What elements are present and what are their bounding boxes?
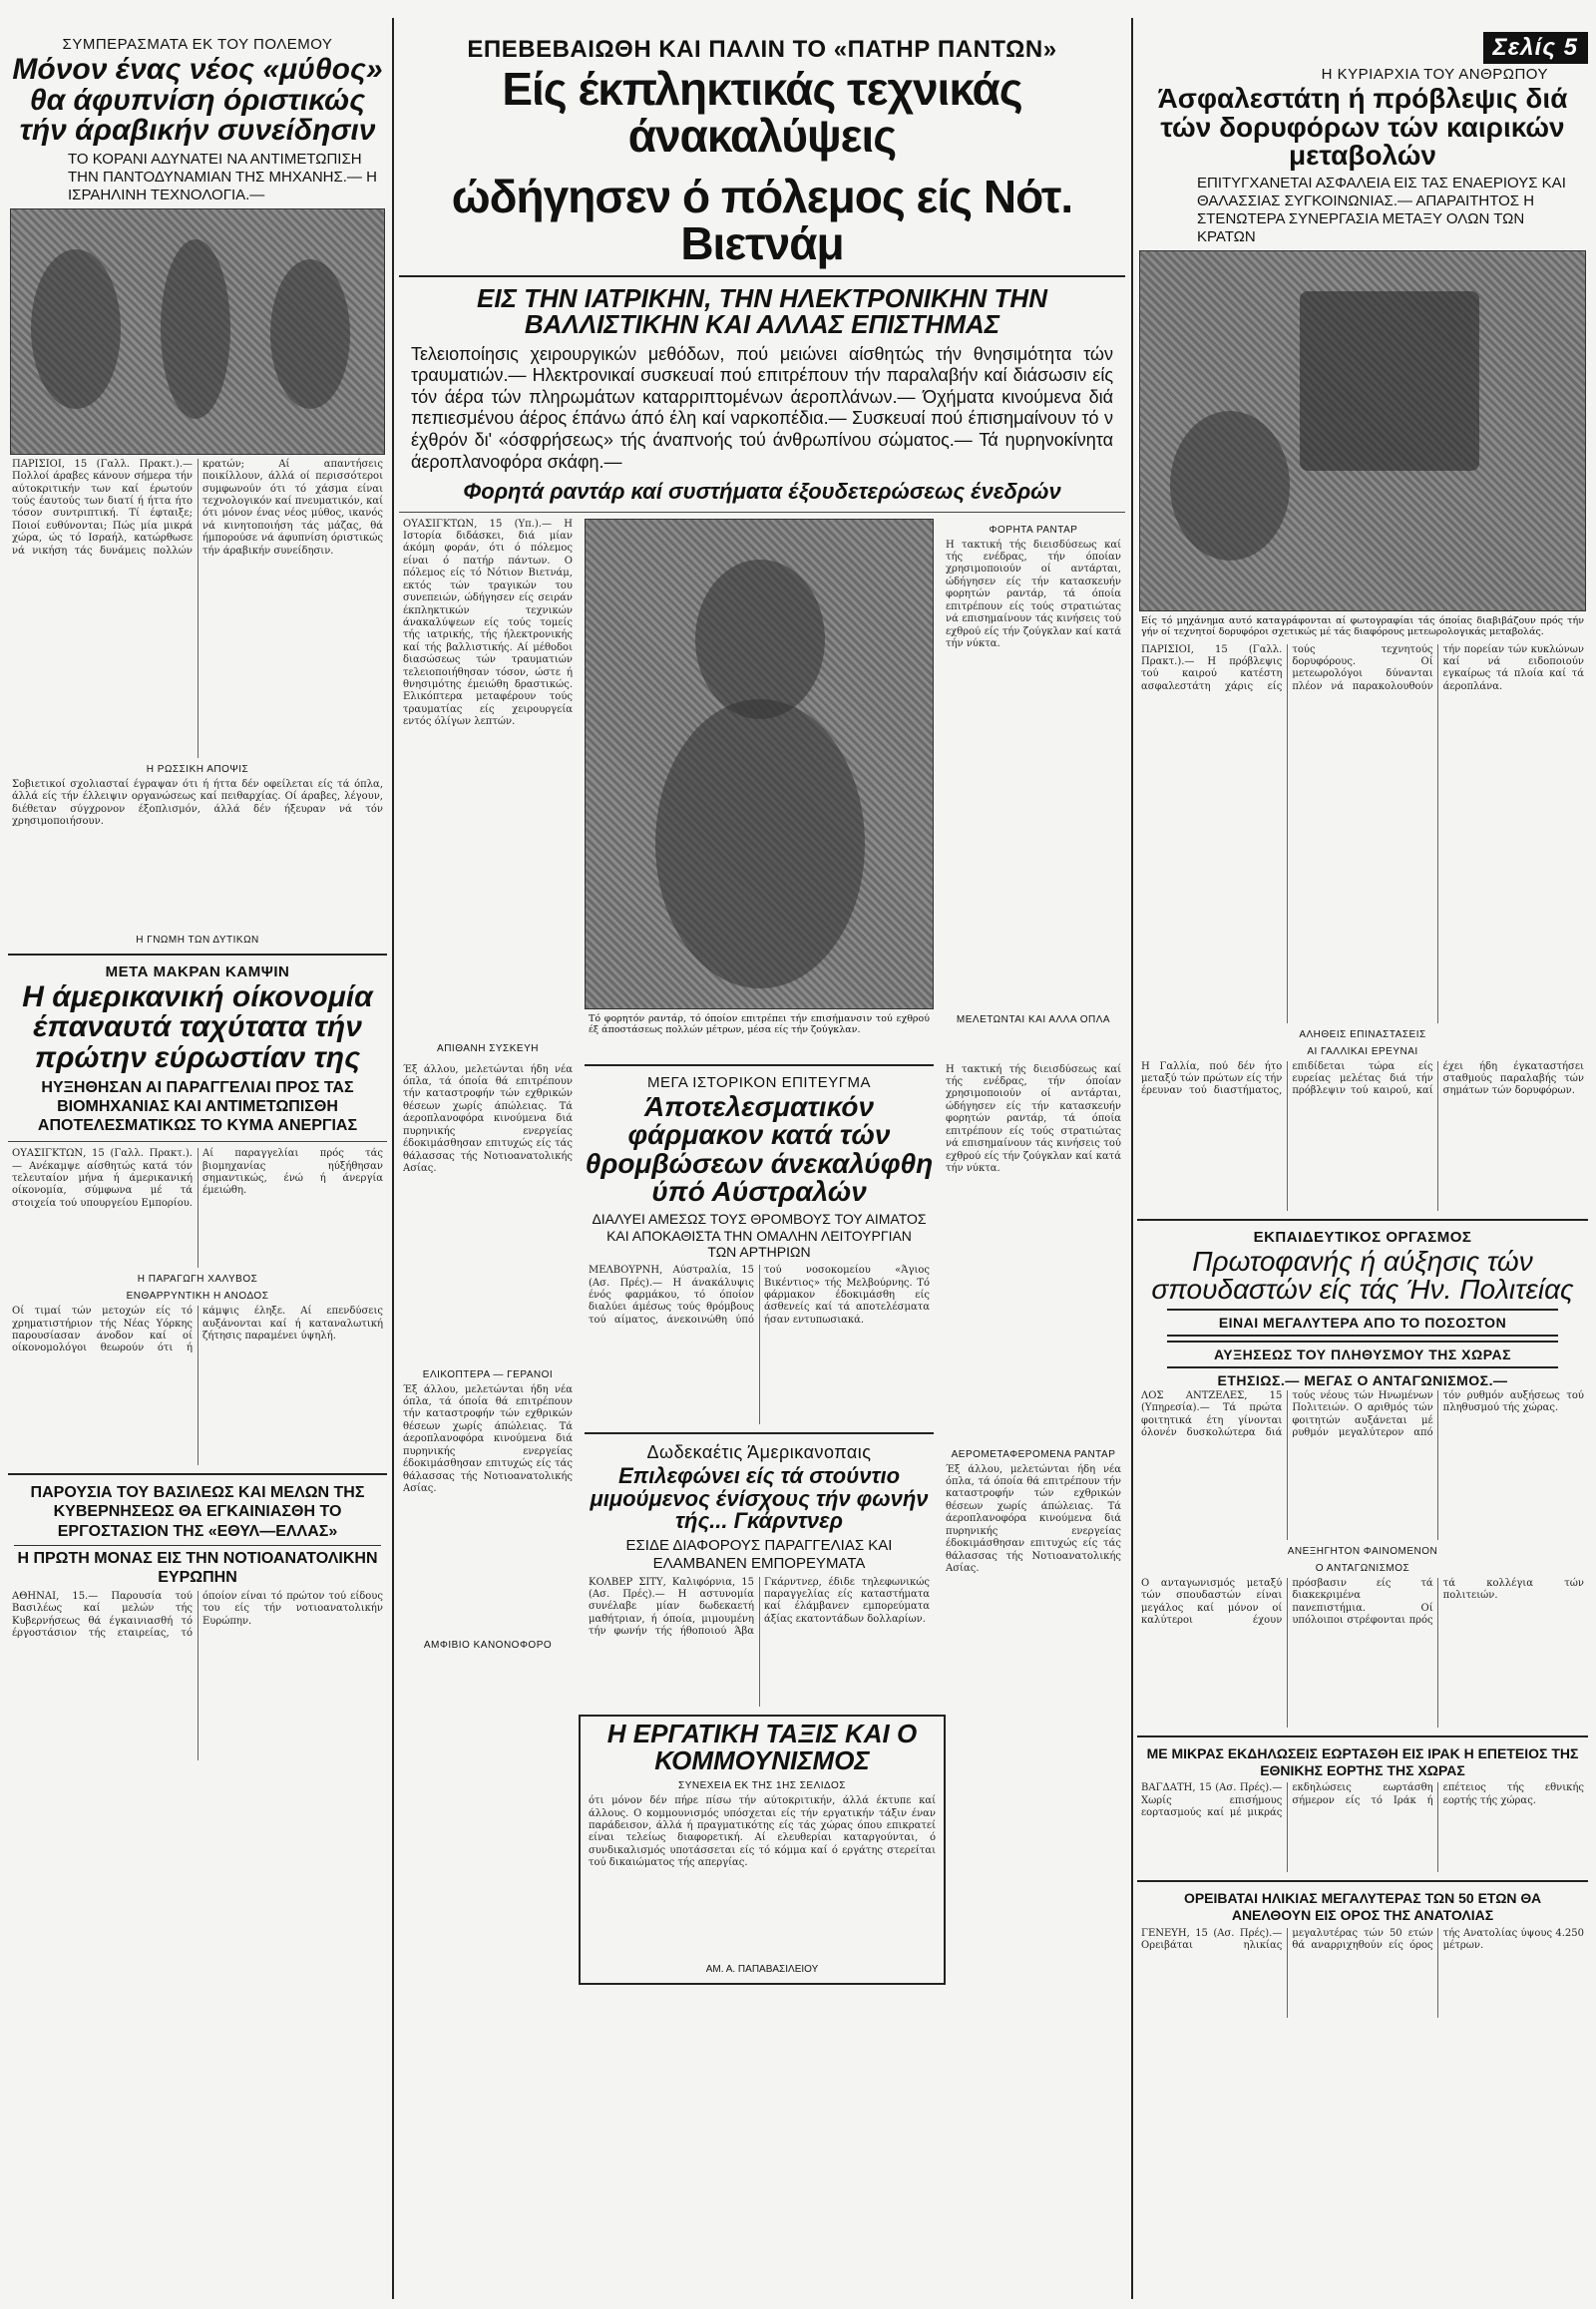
center-body-col-3: Η τακτική τής διεισδύσεως καί τής ενέδρας, τήν όποίαν χρησιμοποιούν οί αντάρται, ώδήγησεν είς τήν κατασκευήν φορητών ραντάρ, τά όποία επιτρέπουν είς τούς στρατιώτας νά επισημαίνουν τάς κινήσεις τού εχθρού είς τήν ζούγκλαν καί κατά τήν νύκτα. [946, 539, 1121, 649]
left-subhead-western: Η ΓΝΩΜΗ ΤΩΝ ΔΥΤΙΚΩΝ [136, 934, 259, 946]
left-article-body: ΠΑΡΙΣΙΟΙ, 15 (Γαλλ. Πρακτ.).— Πολλοί άραβες κάνουν σήμερα τήν αύτοκριτικήν των καί έρωτούν τούς έαυτούς των διατί ή ήττα ήτο τόσον συντριπτική. Τί έφταιξε; Ποιοί ευθύνονται; Πώς μία μικρά χώρα, ώς τό Ισραήλ, κατώρθωσε νά νικήση τάς δυνάμεις πολλών κρατών; Αί απαντήσεις ποικίλλουν, άλλά οί περισσότεροι συμφωνούν ότι τό χάσμα είναι τεχνολογικόν καί πνευματικόν, καί ότι μόνον ένας νέος μύθος, ικανός νά κινητοποιήση τάς μάζας, θά ήμπορούσε νά άφυπνίση όριστικώς τήν άραβικήν συνείδησιν. [12, 458, 384, 557]
right-headline-2: Πρωτοφανής ή αύξησις τών σπουδαστών είς τάς Ήν. Πολιτείας [1151, 1245, 1574, 1306]
right-box-headline: ΜΕ ΜΙΚΡΑΣ ΕΚΔΗΛΩΣΕΙΣ ΕΩΡΤΑΣΘΗ ΕΙΣ ΙΡΑΚ Η ΕΠΕΤΕΙΟΣ ΤΗΣ ΕΘΝΙΚΗΣ ΕΟΡΤΗΣ ΤΗΣ ΧΩΡΑΣ [1146, 1744, 1579, 1778]
right-subhead-4: Ο ΑΝΤΑΓΩΝΙΣΜΟΣ [1315, 1562, 1410, 1574]
radar-photo-caption: Τό φορητόν ραντάρ, τό όποίον επιτρέπει τήν επισήμανσιν τού εχθρού έξ άποστάσεως πολλών μέτρων, μέσα είς τήν ζούγκλαν. [589, 1012, 930, 1036]
center-mid-body: ΜΕΛΒΟΥΡΝΗ, Αύστραλία, 15 (Ασ. Πρές).— Η άνακάλυψις ένός φαρμάκου, τό όποίον διαλύει άμέσως τούς θρόμβους τού αίματος, άνεκοινώθη ύπό τού νοσοκομείου «Άγιος Βικέντιος» τής Μελβούρνης. Τό φάρμακον έδοκιμάσθη είς άσθενείς καί τά αποτελέσματα ήσαν εντυπωσιακά. [589, 1265, 930, 1326]
right-column [1137, 0, 1588, 2309]
right-deck: ΕΠΙΤΥΓΧΑΝΕΤΑΙ ΑΣΦΑΛΕΙΑ ΕΙΣ ΤΑΣ ΕΝΑΕΡΙΟΥΣ ΚΑΙ ΘΑΛΑΣΣΙΑΣ ΣΥΓΚΟΙΝΩΝΙΑΣ.— ΑΠΑΡΑΙΤΗΤΟΣ Η ΣΤΕΝΩΤΕΡΑ ΣΥΝΕΡΓΑΣΙΑ ΜΕΤΑΞΥ ΟΛΩΝ ΤΩΝ ΚΡΑΤΩΝ [1197, 174, 1566, 245]
right-article-body-3: ΛΟΣ ΑΝΤΖΕΛΕΣ, 15 (Υπηρεσία).— Τά πρώτα φοιτητικά έτη γίνονται όλονέν δυσκολώτερα διά τούς νέους τών Ηνωμένων Πολιτειών. Ο αριθμός τών φοιτητών αυξάνεται μέ ρυθμόν μεγαλύτερον από τόν ρυθμόν αυξήσεως τού πληθυσμού τής χώρας. [1141, 1389, 1584, 1438]
center-mid-kicker: ΜΕΓΑ ΙΣΤΟΡΙΚΟΝ ΕΠΙΤΕΥΓΜΑ [646, 1073, 872, 1091]
center-intro: Τελειοποίησις χειρουργικών μεθόδων, πού μειώνει αίσθητώς τήν θνησιμότητα τών τραυματιών.— Ηλεκτρονικαί συσκευαί πού επιτρέπουν τήν παραλαβήν καί διάσωσιν είς τόν άέρα τών πληρωμάτων καταρριπτομένων άεροπλάνων.— Όχήματα κινούμενα διά πεπιεσμένου άέρος έπάνω άπό έλη καί ναρκοπέδια.— Συσκευαί πού έπισημαίνουν τό ν έχθρόν δι' «όσφρήσεως» τής άναπνοής τού άνθρωπίνου σώματος.— Τά ηυρηνοκίνητα άερoπλανοφόρα σκάφη.— [411, 343, 1113, 472]
right-box2-body: ΓΕΝΕΥΗ, 15 (Ασ. Πρές).— Ορειβάται ηλικίας μεγαλυτέρας τών 50 ετών θά αναρριχηθούν είς όρος τής Ανατολίας ύψους 4.250 μέτρων. [1141, 1927, 1584, 1952]
radar-photo [585, 519, 934, 1009]
center-subhead-gunboat: ΑΜΦΙΒΙΟ ΚΑΝΟΝΟΦΟΡΟ [423, 1639, 553, 1651]
left-article-body-2: Σοβιετικοί σχολιασταί έγραψαν ότι ή ήττα δέν οφείλεται είς τά όπλα, άλλά είς τήν έλλειψιν οργανώσεως καί πειθαρχίας. Οί άραβες, λέγουν, διέθεταν σύγχρονον έξοπλισμόν, άλλά δέν ήξευραν νά τόν χρησιμοποιήσουν. [12, 778, 383, 827]
left-subhead-rise: ΕΝΘΑΡΡΥΝΤΙΚΗ Η ΑΝΟΔΟΣ [126, 1291, 269, 1303]
center-subhead-cranes: ΕΛΙΚΟΠΤΕΡΑ — ΓΕΡΑΝΟΙ [422, 1368, 554, 1380]
center-body-lower-right: Η τακτική τής διεισδύσεως καί τής ενέδρας, τήν όποίαν χρησιμοποιούν οί αντάρται, ώδήγησεν είς τήν κατασκευήν φορητών ραντάρ, τά όποία επιτρέπουν είς τούς στρατιώτας νά επισημαίνουν τάς κινήσεις τού εχθρού είς τήν ζούγκλαν καί κατά τήν νύκτα. [946, 1063, 1121, 1174]
center-kicker: ΕΠΕΒΕΒΑΙΩΘΗ ΚΑΙ ΠΑΛΙΝ ΤΟ «ΠΑΤΗΡ ΠΑΝΤΩΝ» [467, 36, 1057, 63]
satellite-machine-photo [1139, 250, 1586, 611]
left-article-body-3: ΟΥΑΣΙΓΚΤΩΝ, 15 (Γαλλ. Πρακτ.).— Ανέκαμψε αίσθητώς κατά τόν τελευταίον μήνα ή άμερικανική οίκονομία, σύμφωνα μέ τά στοιχεία τού υπουργείου Εμπορίου. Αί παραγγελίαι πρός τάς βιομηχανίας ηύξήθησαν σημαντικώς, ένώ ή άνεργία έμειώθη. [12, 1148, 383, 1209]
page-number-badge: Σελίς 5 [1483, 32, 1588, 64]
left-headline-2: Η άμερικανική οίκονομία έπαναυτά ταχύτατα τήν πρώτην εύρωστίαν της [22, 979, 373, 1074]
left-box-headline: ΠΑΡΟΥΣΙΑ ΤΟΥ ΒΑΣΙΛΕΩΣ ΚΑΙ ΜΕΛΩΝ ΤΗΣ ΚΥΒΕΡΝΗΣΕΩΣ ΘΑ ΕΓΚΑΙΝΙΑΣΘΗ ΤΟ ΕΡΓΟΣΤΑΣΙΟΝ ΤΗΣ «ΕΘΥΛ—ΕΛΛΑΣ» [30, 1484, 365, 1540]
center-body-col-1: ΟΥΑΣΙΓΚΤΩΝ, 15 (Υπ.).— Η Ιστορία διδάσκει, διά μίαν άκόμη φοράν, ότι ό πόλεμος είναι ό πατήρ πάντων. Ο πόλεμος είς τό Νότιον Βιετνάμ, εκτός τών τραγικών του συνεπειών, ώδήγησεν είς σειράν έκπληκτικών τεχνικών άνακαλύψεων είς τούς τομείς τής ιατρικής, τής ήλεκτρονικής καί τής βαλλιστικής. Αί μέθοδοι διασώσεως τών τραυματιών τελειοποιήθησαν τόσον, ώστε ή θνησιμότης έμειώθη δραστικώς. Ελικόπτερα μεταφέρουν τούς τραυματίας είς χειρουργεία εντός όλίγων λεπτών. [403, 518, 573, 728]
right-kicker-2: ΕΚΠΑΙΔΕΥΤΙΚΟΣ ΟΡΓΑΣΜΟΣ [1253, 1228, 1472, 1246]
right-article-body-4: Ο ανταγωνισμός μεταξύ τών σπουδαστών είναι μεγάλος καί μόνον οί καλύτεροι έχουν πρόσβασιν είς τά διακεκριμένα πανεπιστήμια. Οί υπόλοιποι στρέφονται πρός τά κολλέγια τών πολιτειών. [1141, 1577, 1584, 1626]
left-kicker-2: ΜΕΤΑ ΜΑΚΡΑΝ ΚΑΜΨΙΝ [105, 962, 290, 980]
right-subhead-2: ΑΙ ΓΑΛΛΙΚΑΙ ΕΡΕΥΝΑΙ [1307, 1045, 1418, 1057]
center-body-lower-left: Έξ άλλου, μελετώνται ήδη νέα όπλα, τά όποία θά επιτρέπουν τήν καταστροφήν τών εχθρικών θέσεων χωρίς άπώλειας. Τά άεροπλανοφόρα κινούμενα διά πυρηνικής ενεργείας έδοκιμάσθησαν επιτυχώς είς τάς θάλασσας τής Νοτιοανατολικής Ασίας. [403, 1063, 573, 1174]
right-deck-2a: ΕΙΝΑΙ ΜΕΓΑΛΥΤΕΡΑ ΑΠΟ ΤΟ ΠΟΣΟΣΤΟΝ [1218, 1314, 1507, 1331]
labor-box-headline: Η ΕΡΓΑΤΙΚΗ ΤΑΞΙΣ ΚΑΙ Ο ΚΟΜΜΟΥΝΙΣΜΟΣ [606, 1718, 918, 1775]
left-kicker: ΣΥΜΠΕΡΑΣΜΑΤΑ ΕΚ ΤΟΥ ΠΟΛΕΜΟΥ [62, 36, 333, 53]
center-body-lower-right-2: Έξ άλλου, μελετώνται ήδη νέα όπλα, τά όποία θά επιτρέπουν τήν καταστροφήν τών εχθρικών θέσεων χωρίς άπώλειας. Τά άεροπλανοφόρα κινούμενα διά πυρηνικής ενεργείας έδοκιμάσθησαν επιτυχώς είς τάς θάλασσας τής Νοτιοανατολικής Ασίας. [946, 1463, 1121, 1574]
right-box-body: ΒΑΓΔΑΤΗ, 15 (Ασ. Πρές).— Χωρίς επισήμους εορτασμούς καί μέ μικράς εκδηλώσεις εωρτάσθη σήμερον είς τό Ιράκ ή επέτειος τής εθνικής εορτής τής χώρας. [1141, 1782, 1584, 1819]
left-box-subhead: Η ΠΡΩΤΗ ΜΟΝΑΣ ΕΙΣ ΤΗΝ ΝΟΤΙΟΑΝΑΤΟΛΙΚΗΝ ΕΥΡΩΠΗΝ [14, 1545, 381, 1587]
soldiers-photo [10, 208, 385, 455]
center-headline-line-2: ώδήγησεν ό πόλεμος είς Νότ. Βιετνάμ [451, 170, 1073, 269]
right-headline: Άσφαλεστάτη ή πρόβλεψις διά τών δορυφόρων τών καιρικών μεταβολών [1157, 83, 1568, 172]
left-deck-2: ΗΥΞΗΘΗΣΑΝ ΑΙ ΠΑΡΑΓΓΕΛΙΑΙ ΠΡΟΣ ΤΑΣ ΒΙΟΜΗΧΑΝΙΑΣ ΚΑΙ ΑΝΤΙΜΕΤΩΠΙΣΘΗ ΑΠΟΤΕΛΕΣΜΑΤΙΚΩΣ ΤΟ ΚΥΜΑ ΑΝΕΡΓΙΑΣ [37, 1078, 358, 1134]
right-article-body: ΠΑΡΙΣΙΟΙ, 15 (Γαλλ. Πρακτ.).— Η πρόβλεψις τού καιρού κατέστη ασφαλεστάτη χάρις είς τούς τεχνητούς δορυφόρους. Οί μετεωρολόγοι δύνανται πλέον νά παρακολουθούν τήν πορείαν τών κυκλώνων καί νά ειδοποιούν εγκαίρως τά πλοία καί τά άεροπλάνα. [1141, 643, 1584, 692]
right-article-body-2: Η Γαλλία, πού δέν ήτο μεταξύ τών πρώτων είς τήν έρευναν τού διαστήματος, επιδίδεται τώρα είς ευρείας μελέτας διά τήν πρόβλεψιν τού καιρού, καί έχει ήδη έγκαταστήσει σταθμούς παραλαβής τών σημάτων τών δορυφόρων. [1141, 1060, 1584, 1097]
center-box2-kicker: Δωδεκαέτις Άμερικανοπαις [646, 1442, 872, 1463]
labor-box-signature: ΑΜ. Α. ΠΑΠΑΒΑΣΙΛΕΙΟΥ [705, 1964, 819, 1976]
center-section-title: Φορητά ραντάρ καί συστήματα έξουδετερώσεως ένεδρών [463, 479, 1061, 505]
left-subhead-russian: Η ΡΩΣΣΙΚΗ ΑΠΟΨΙΣ [146, 763, 249, 775]
center-subhead-weapons: ΜΕΛΕΤΩΝΤΑΙ ΚΑΙ ΑΛΛΑ ΟΠΛΑ [956, 1013, 1111, 1025]
center-column [399, 0, 1125, 2309]
center-subhead-airborne-radar: ΑΕΡΟΜΕΤΑΦΕΡΟΜΕΝΑ ΡΑΝΤΑΡ [951, 1448, 1116, 1460]
labor-box [579, 1715, 946, 1986]
center-body-lower-left-2: Έξ άλλου, μελετώνται ήδη νέα όπλα, τά όποία θά επιτρέπουν τήν καταστροφήν τών εχθρικών θέσεων χωρίς άπώλειας. Τά άεροπλανοφόρα κινούμενα διά πυρηνικής ενεργείας έδοκιμάσθησαν επιτυχώς είς τάς θάλασσας τής Νοτιοανατολικής Ασίας. [403, 1383, 573, 1494]
center-mid-headline: Άποτελεσματικόν φάρμακον κατά τών θρομβώσεων άνεκαλύφθη ύπό Αύστραλών [585, 1090, 934, 1208]
satellite-photo-caption: Είς τό μηχάνημα αυτό καταγράφονται αί φωτογραφίαι τάς όποίας διαβιβάζουν πρός τήν γήν οί τεχνητοί δορυφόροι σχετικώς μέ τάς διαφόρους μετεωρολογικάς μεταβολάς. [1141, 614, 1584, 638]
center-subhead-radar: ΦΟΡΗΤΑ ΡΑΝΤΑΡ [989, 524, 1078, 536]
right-deck-2b: ΑΥΞΗΣΕΩΣ ΤΟΥ ΠΛΗΘΥΣΜΟΥ ΤΗΣ ΧΩΡΑΣ [1213, 1346, 1512, 1362]
center-box2-headline: Επιλεφώνει είς τά στούντιο μιμούμενος ένίσχους τήν φωνήν τής... Γκάρντνερ [590, 1463, 929, 1534]
left-subhead-steel: Η ΠΑΡΑΓΩΓΗ ΧΑΛΥΒΟΣ [137, 1274, 258, 1286]
center-headline-line-1: Είς έκπληκτικάς τεχνικάς άνακαλύψεις [502, 63, 1022, 162]
center-box2-body: ΚΟΛΒΕΡ ΣΙΤΥ, Καλιφόρνια, 15 (Ασ. Πρές).— Η αστυνομία συνέλαβε μίαν δωδεκαετή μαθήτριαν, ή όποία, μιμουμένη τήν φωνήν τής ήθοποιού Άβα Γκάρντνερ, έδιδε τηλεφωνικώς παραγγελίας είς καταστήματα καί έλάμβανεν εμπορεύματα άξίας εκατοντάδων δολλαρίων. [589, 1576, 930, 1638]
left-deck: ΤΟ ΚΟΡΑΝΙ ΑΔΥΝΑΤΕΙ ΝΑ ΑΝΤΙΜΕΤΩΠΙΣΗ ΤΗΝ ΠΑΝΤΟΔΥΝΑΜΙΑΝ ΤΗΣ ΜΗΧΑΝΗΣ.— Η ΙΣΡΑΗΛΙΝΗ ΤΕΧΝΟΛΟΓΙΑ.— [68, 150, 377, 203]
labor-box-body: ότι μόνον δέν πήρε πίσω τήν αύτοκριτικήν, άλλά έκτυπε καί άλλους. Ο κομμουνισμός υπόσχεται είς τήν εργατικήν τάξιν έναν παράδεισον, άλλά ή πραγματικότης είς τάς χώρας όπου επικρατεί είναι τελείως διαφορετική. Αί ελευθερίαι καταργούνται, ό συνδικαλισμός υποτάσσεται είς τό κόμμα καί ό εργάτης στερείται τού δικαιώματος τής απεργίας. [589, 1795, 936, 1869]
center-mid-deck: ΔΙΑΛΥΕΙ ΑΜΕΣΩΣ ΤΟΥΣ ΘΡΟΜΒΟΥΣ ΤΟΥ ΑΙΜΑΤΟΣ ΚΑΙ ΑΠΟΚΑΘΙΣΤΑ ΤΗΝ ΟΜΑΛΗΝ ΛΕΙΤΟΥΡΓΙΑΝ ΤΩΝ ΑΡΤΗΡΙΩΝ [592, 1210, 927, 1261]
center-subhead: ΕΙΣ ΤΗΝ ΙΑΤΡΙΚΗΝ, ΤΗΝ ΗΛΕΚΤΡΟΝΙΚΗΝ ΤΗΝ ΒΑΛΛΙΣΤΙΚΗΝ ΚΑΙ ΑΛΛΑΣ ΕΠΙΣΤΗΜΑΣ [477, 282, 1047, 340]
center-subhead-device: ΑΠΙΘΑΝΗ ΣΥΣΚΕΥΗ [437, 1042, 539, 1054]
center-box2-deck: ΕΣΙΔΕ ΔΙΑΦΟΡΟΥΣ ΠΑΡΑΓΓΕΛΙΑΣ ΚΑΙ ΕΛΑΜΒΑΝΕΝ ΕΜΠΟΡΕΥΜΑΤΑ [625, 1536, 893, 1572]
right-subhead-1: ΑΛΗΘΕΙΣ ΕΠΙΝΑΣΤΑΣΕΙΣ [1299, 1028, 1426, 1040]
left-article-body-4: Οί τιμαί τών μετοχών είς τό χρηματιστήριον τής Νέας Υόρκης παρουσίασαν άνοδον καί οί οίκονομολόγοι θεωρούν ότι ή κάμψις έληξε. Αί επενδύσεις αυξάνονται καί ή καταναλωτική ζήτησις παραμένει ύψηλή. [12, 1306, 383, 1354]
right-box2-headline: ΟΡΕΙΒΑΤΑΙ ΗΛΙΚΙΑΣ ΜΕΓΑΛΥΤΕΡΑΣ ΤΩΝ 50 ΕΤΩΝ ΘΑ ΑΝΕΛΘΟΥΝ ΕΙΣ ΟΡΟΣ ΤΗΣ ΑΝΑΤΟΛΙΑΣ [1183, 1890, 1542, 1924]
right-deck-2c: ΕΤΗΣΙΩΣ.— ΜΕΓΑΣ Ο ΑΝΤΑΓΩΝΙΣΜΟΣ.— [1217, 1371, 1508, 1388]
labor-box-subhead: ΣΥΝΕΧΕΙΑ ΕΚ ΤΗΣ 1ΗΣ ΣΕΛΙΔΟΣ [678, 1780, 846, 1792]
left-headline: Μόνον ένας νέος «μύθος» θα άφυπνίση όριστικώς τήν άραβικήν συνείδησιν [12, 53, 383, 148]
left-box-body: ΑΘΗΝΑΙ, 15.— Παρουσία τού Βασιλέως καί μελών τής Κυβερνήσεως θά έγκαινιασθή τό έργοστάσιον τής εταιρείας, τό όποίον είναι τό πρώτον τού είδους του είς τήν νοτιοανατολικήν Ευρώπην. [12, 1591, 383, 1640]
left-column [8, 0, 387, 2309]
right-subhead-3: ΑΝΕΞΗΓΗΤΟΝ ΦΑΙΝΟΜΕΝΟΝ [1287, 1545, 1438, 1557]
right-kicker: Η ΚΥΡΙΑΡΧΙΑ ΤΟΥ ΑΝΘΡΩΠΟΥ [1321, 66, 1548, 83]
